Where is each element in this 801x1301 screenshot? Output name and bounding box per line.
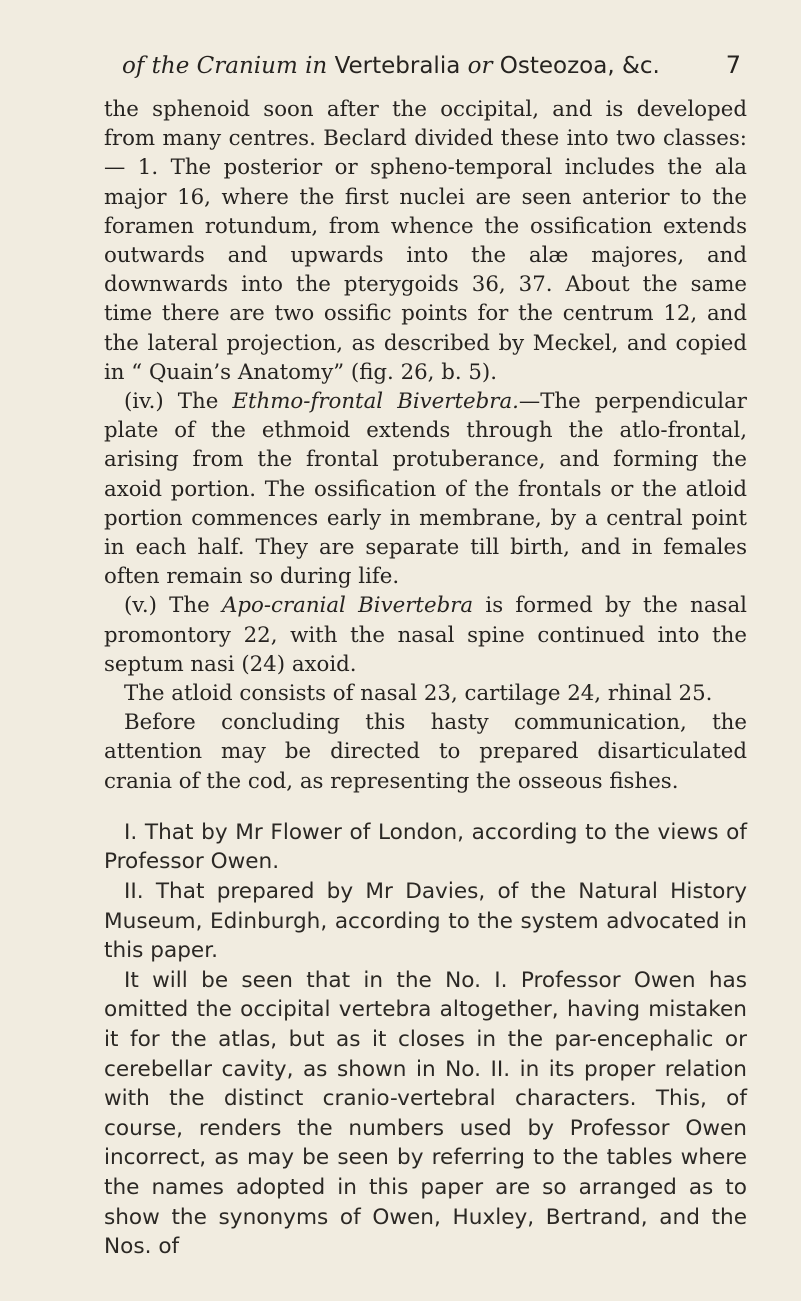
paragraph-sphenoid: the sphenoid soon after the occipital, and is developed from many centres. Beclard divided these into two classes:— 1. The posterior or spheno-temporal includes the ala major 16, where the first nuclei are seen anterior to the foramen rotundum, from whence the ossification extends outwards and upwards into the alæ majores, and downwards into the pterygoids 36, 37. About the same time there are two ossific points for the centrum 12, and the lateral projection, as described by Meckel, and copied in “ Quain’s Anatomy” (fig. 26, b. 5).: [104, 97, 747, 385]
body-text: [104, 95, 747, 796]
section-title-apo-cranial: Apo-cranial Bivertebra: [222, 593, 474, 619]
section-title-ethmo-frontal: Ethmo-frontal Bivertebra.: [232, 389, 519, 415]
paragraph-apo-cranial: (v.) The Apo-cranial Bivertebra is formed by the nasal promontory 22, with the nasal spine continued into the septum nasi (24) axoid.: [104, 593, 747, 677]
paragraph-atloid: The atloid consists of nasal 23, cartilage 24, rhinal 25.: [124, 681, 713, 707]
running-head: [122, 50, 741, 81]
running-title: of the Cranium in Vertebralia or Osteozoa, &c.: [122, 53, 660, 79]
page-number: 7: [725, 51, 741, 79]
paragraph-concluding: Before concluding this hasty communication, the attention may be directed to prepared disarticulated crania of the cod, as representing the osseous fishes.: [104, 710, 747, 794]
cranium-comparison-section: [104, 818, 747, 1262]
paragraph-owen-commentary: It will be seen that in the No. I. Professor Owen has omitted the occipital vertebra altogether, having mistaken it for the atlas, but as it closes in the par-encephalic or cerebellar cavity, as shown in No. II. in its proper relation with the distinct cranio-vertebral characters. This, of course, renders the numbers used by Professor Owen incorrect, as may be seen by referring to the tables where the names adopted in this paper are so arranged as to show the synonyms of Owen, Huxley, Bertrand, and the Nos. of: [104, 967, 747, 1260]
item-one-flower: I. That by Mr Flower of London, according to the views of Professor Owen.: [104, 819, 747, 875]
item-two-davies: II. That prepared by Mr Davies, of the Natural History Museum, Edinburgh, according to the system advocated in this paper.: [104, 879, 747, 964]
paragraph-ethmo-frontal: (iv.) The Ethmo-frontal Bivertebra.—The perpendicular plate of the ethmoid extends through the atlo-frontal, arising from the frontal protuberance, and forming the axoid portion. The ossification of the frontals or the atloid portion commences early in membrane, by a central point in each half. They are separate till birth, and in females often remain so during life.: [104, 389, 747, 590]
